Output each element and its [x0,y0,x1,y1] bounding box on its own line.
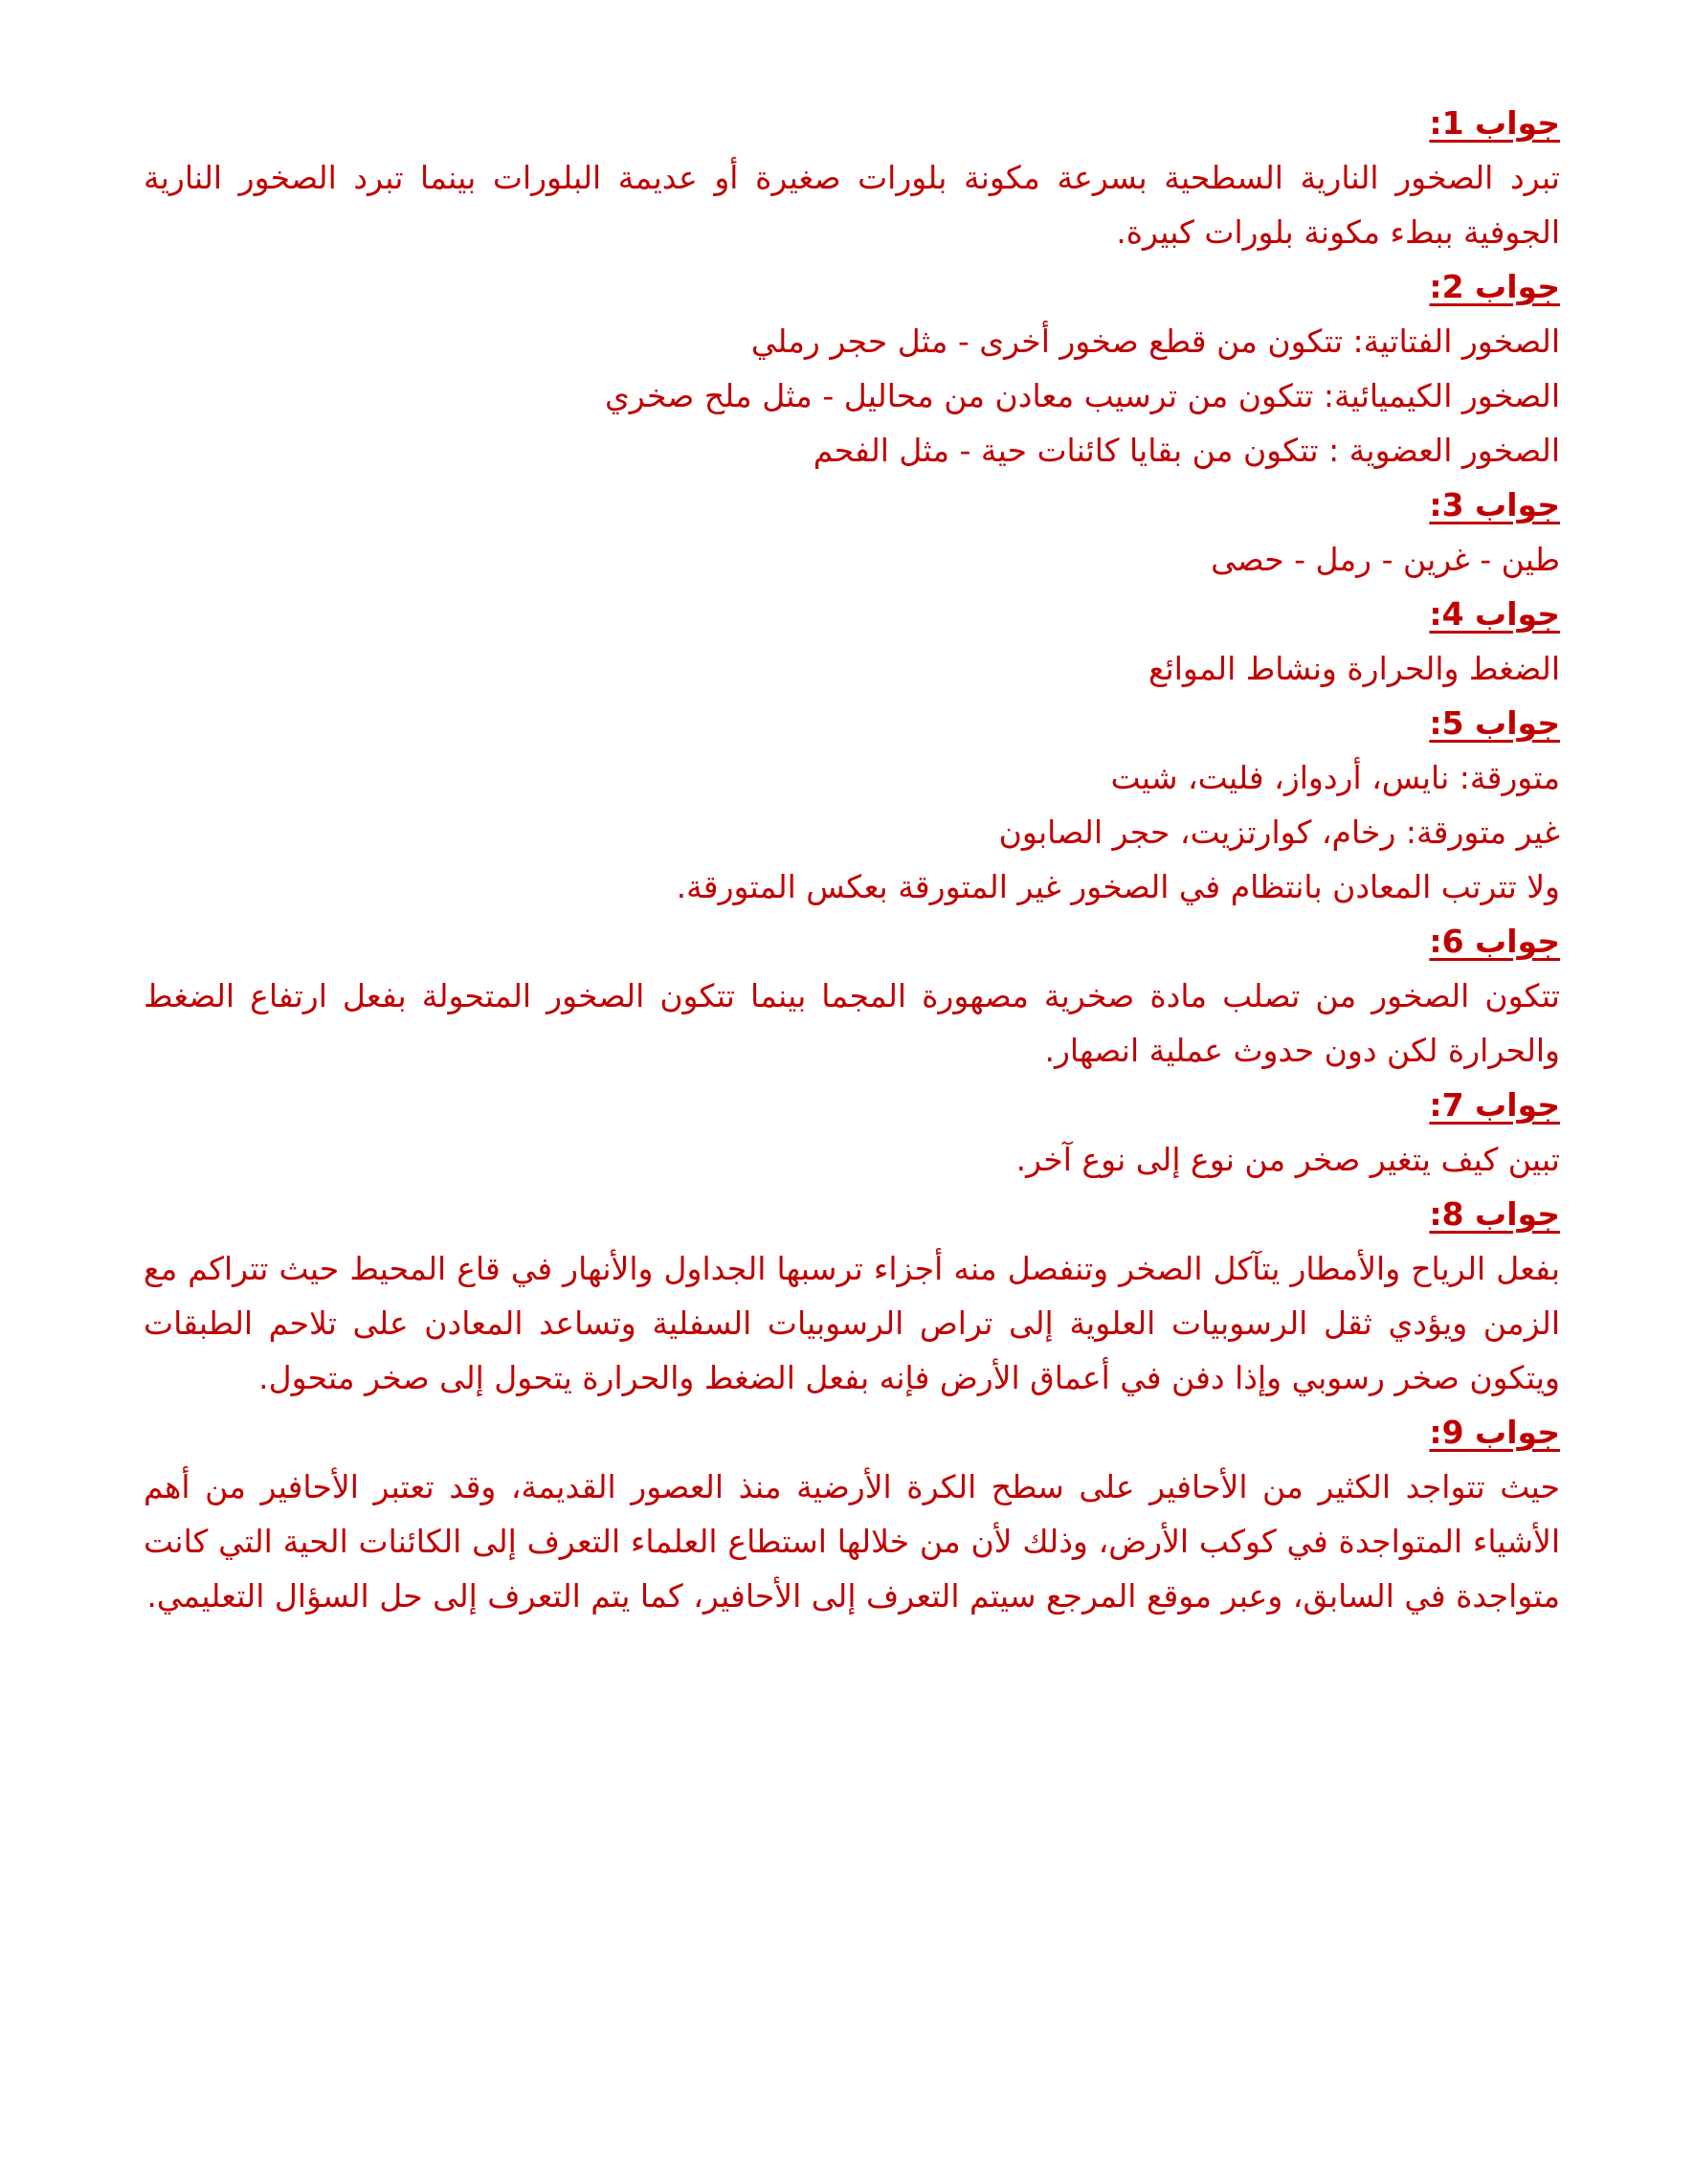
answer-9 [144,1405,1560,1623]
answer-2 [144,259,1560,478]
answer-heading: جواب 1: [1429,104,1560,142]
answer-line: الضغط والحرارة ونشاط الموائع [1148,650,1560,687]
answer-1 [144,96,1560,259]
answer-line: متورقة: نايس، أردواز، فليت، شيت [1110,759,1560,796]
answer-paragraph: تبرد الصخور النارية السطحية بسرعة مكونة بلورات صغيرة أو عديمة البلورات بينما تبرد الصخور النارية الجوفية ببطء مكونة بلورات كبيرة. [144,159,1560,251]
answer-line: الصخور الفتاتية: تتكون من قطع صخور أخرى - مثل حجر رملي [750,323,1560,360]
answer-heading: جواب 9: [1429,1414,1560,1451]
answer-line: تبين كيف يتغير صخر من نوع إلى نوع آخر. [1015,1141,1560,1178]
answer-8 [144,1187,1560,1405]
answer-heading: جواب 6: [1429,923,1560,960]
answer-6 [144,914,1560,1078]
answer-5 [144,696,1560,914]
answer-paragraph: تتكون الصخور من تصلب مادة صخرية مصهورة المجما بينما تتكون الصخور المتحولة بفعل ارتفاع الضغط والحرارة لكن دون حدوث عملية انصهار. [144,977,1560,1069]
answer-heading: جواب 4: [1429,595,1560,633]
answer-3 [144,478,1560,587]
answer-heading: جواب 5: [1429,704,1560,742]
answer-heading: جواب 2: [1429,268,1560,305]
answer-paragraph: حيث تتواجد الكثير من الأحافير على سطح الكرة الأرضية منذ العصور القديمة، وقد تعتبر الأحافير من أهم الأشياء المتواجدة في كوكب الأرض، وذلك لأن من خلالها استطاع العلماء التعرف إلى الكائنات الحية التي كانت متواجدة في السابق، وعبر موقع المرجع سيتم التعرف إلى الأحافير، كما يتم التعرف إلى حل السؤال التعليمي. [144,1468,1560,1615]
answer-paragraph: بفعل الرياح والأمطار يتآكل الصخر وتنفصل منه أجزاء ترسبها الجداول والأنهار في قاع المحيط حيث تتراكم مع الزمن ويؤدي ثقل الرسوبيات العلوية إلى تراص الرسوبيات السفلية وتساعد المعادن على تلاحم الطبقات ويتكون صخر رسوبي وإذا دفن في أعماق الأرض فإنه بفعل الضغط والحرارة يتحول إلى صخر متحول. [144,1250,1560,1396]
answer-line: غير متورقة: رخام، كوارتزيت، حجر الصابون [998,813,1560,851]
answer-line: الصخور الكيميائية: تتكون من ترسيب معادن من محاليل - مثل ملح صخري [604,377,1560,414]
answer-sheet [144,96,1560,1623]
answer-4 [144,587,1560,696]
answer-line: ولا تترتب المعادن بانتظام في الصخور غير المتورقة بعكس المتورقة. [676,868,1560,905]
answer-7 [144,1078,1560,1187]
answer-heading: جواب 3: [1429,486,1560,524]
answer-heading: جواب 7: [1429,1086,1560,1124]
answer-line: الصخور العضوية : تتكون من بقايا كائنات حية - مثل الفحم [813,432,1560,469]
answer-line: طين - غرين - رمل - حصى [1211,541,1560,578]
answer-heading: جواب 8: [1429,1195,1560,1233]
